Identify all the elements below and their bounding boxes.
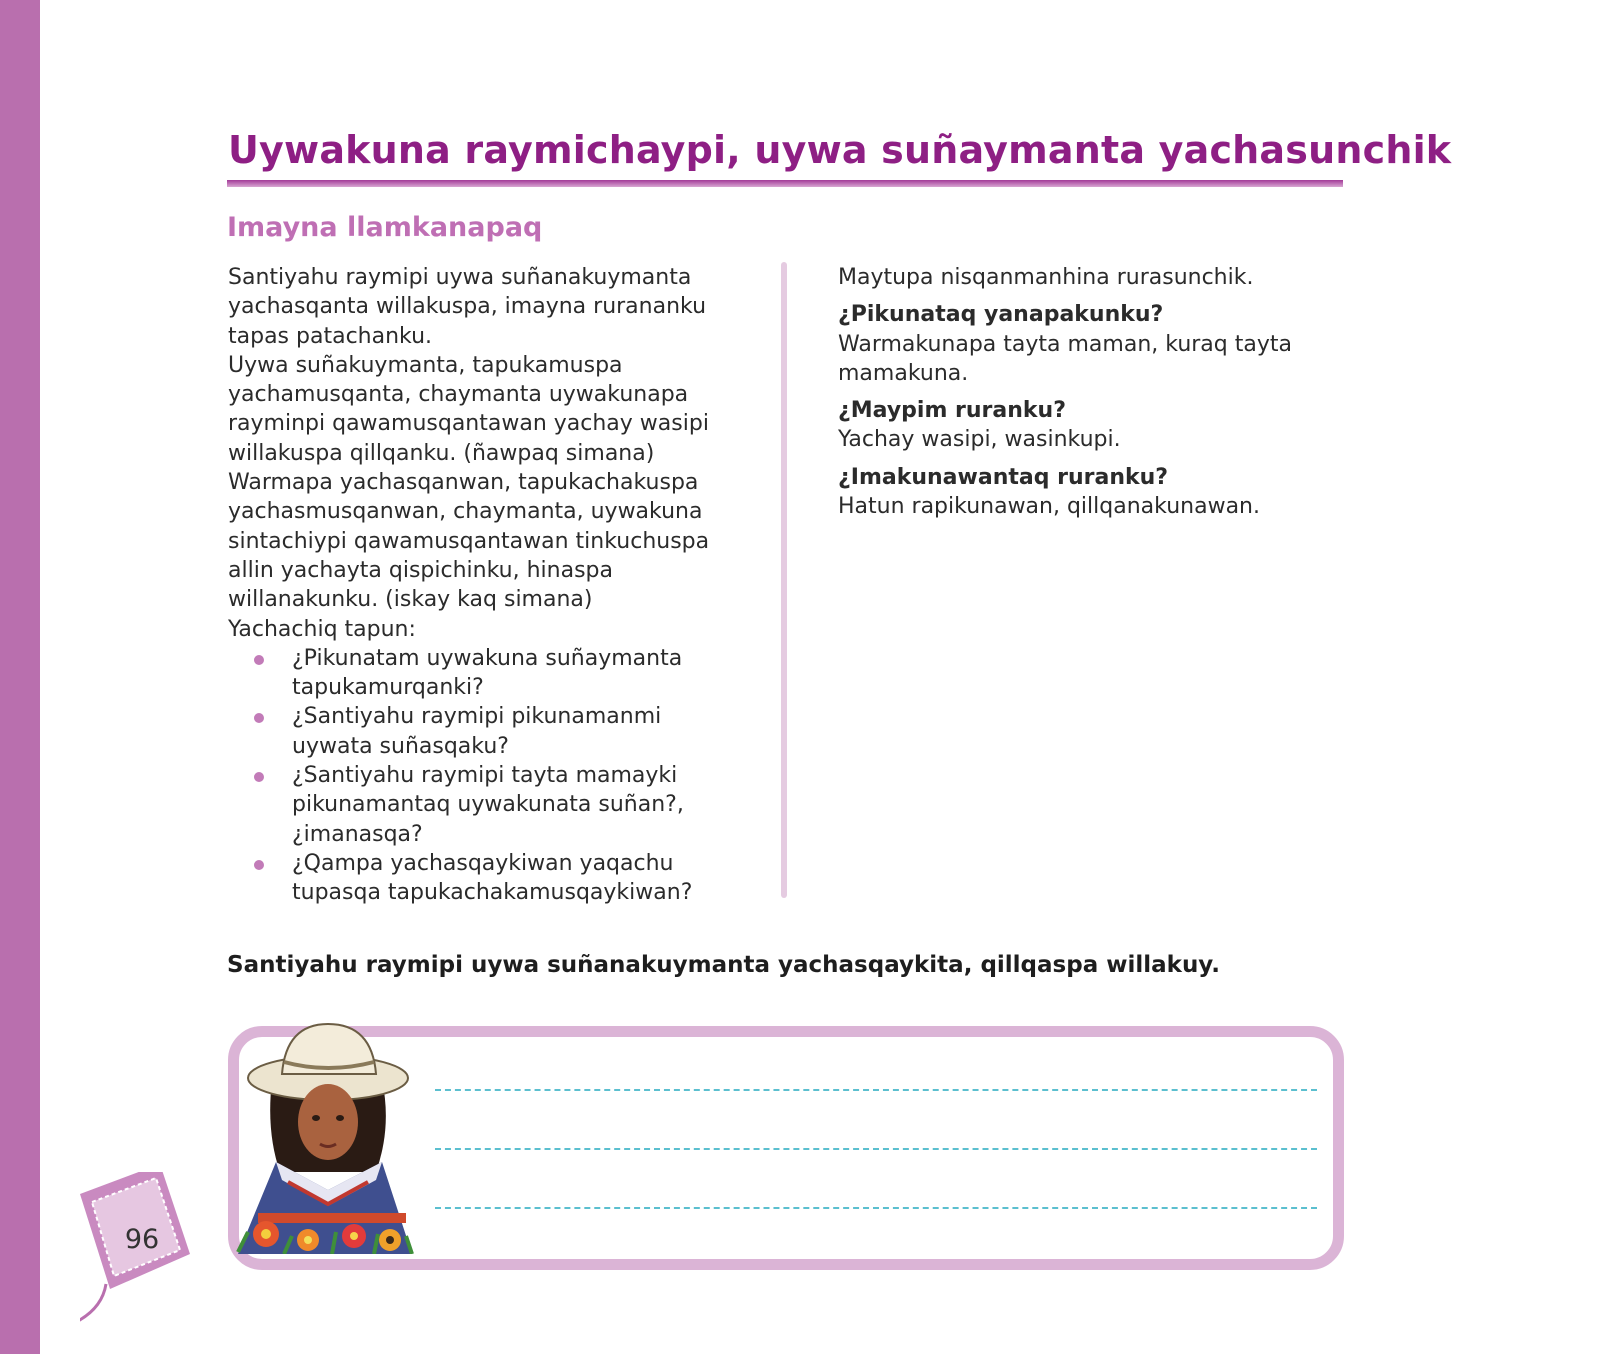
intro-paragraph-3: Warmapa yachasqanwan, tapukachakuspa yachasmusqanwan, chaymanta, uywakuna sintachiypi qawamusqantawan tinkuchuspa allin yachayta qispichinku, hinaspa willanakunku. (iskay kaq simana) xyxy=(228,470,710,613)
list-item xyxy=(292,644,748,703)
page-number: 96 xyxy=(124,1224,160,1255)
question-text: ¿Pikunatam uywakuna suñaymanta tapukamurqanki? xyxy=(292,645,683,701)
bullet-icon xyxy=(254,860,264,870)
intro-paragraph-1: Santiyahu raymipi uywa suñanakuymanta yachasqanta willakuspa, imayna rurananku tapas patachanku. xyxy=(228,265,707,349)
column-divider xyxy=(781,262,787,898)
question-where: ¿Maypim ruranku? xyxy=(838,398,1066,424)
right-intro: Maytupa nisqanmanhina rurasunchik. xyxy=(838,265,1254,290)
question-text: ¿Santiyahu raymipi tayta mamayki pikunamantaq uywakunata suñan?, ¿imanasqa? xyxy=(292,763,684,847)
list-item xyxy=(292,761,748,849)
list-item xyxy=(292,849,748,908)
girl-illustration xyxy=(236,1022,426,1254)
question-list xyxy=(228,644,748,908)
writing-instruction: Santiyahu raymipi uywa suñanakuymanta yachasqaykita, qillqaspa willakuy. xyxy=(227,952,1220,978)
question-text: ¿Qampa yachasqaykiwan yaqachu tupasqa tapukachakamusqaykiwan? xyxy=(292,850,693,906)
bullet-icon xyxy=(254,655,264,665)
answer-where: Yachay wasipi, wasinkupi. xyxy=(838,427,1121,453)
answer-with-what: Hatun rapikunawan, qillqanakunawan. xyxy=(838,494,1260,520)
writing-line[interactable] xyxy=(435,1148,1317,1150)
question-with-what: ¿Imakunawantaq ruranku? xyxy=(838,464,1169,490)
page-title: Uywakuna raymichaypi, uywa suñaymanta yachasunchik xyxy=(228,128,1452,172)
intro-paragraph-2: Uywa suñakuymanta, tapukamuspa yachamusqanta, chaymanta uywakunapa rayminpi qawamusqantawan yachay wasipi willakuspa qillqanku. (ñawpaq simana) xyxy=(228,352,709,466)
section-subtitle: Imayna llamkanapaq xyxy=(227,212,543,243)
right-column xyxy=(838,263,1318,521)
page-number-badge xyxy=(80,1172,220,1352)
side-bar xyxy=(0,0,40,1354)
question-text: ¿Santiyahu raymipi pikunamanmi uywata suñasqaku? xyxy=(292,704,662,759)
bullet-icon xyxy=(254,772,264,782)
list-item xyxy=(292,702,748,761)
left-column xyxy=(228,263,748,908)
writing-line[interactable] xyxy=(435,1089,1317,1091)
writing-line[interactable] xyxy=(435,1207,1317,1209)
title-underline xyxy=(227,180,1343,187)
question-who: ¿Pikunataq yanapakunku? xyxy=(838,302,1164,328)
bullet-icon xyxy=(254,713,264,723)
answer-who: Warmakunapa tayta maman, kuraq tayta mamakuna. xyxy=(838,331,1292,386)
teacher-asks-label: Yachachiq tapun: xyxy=(228,616,416,642)
